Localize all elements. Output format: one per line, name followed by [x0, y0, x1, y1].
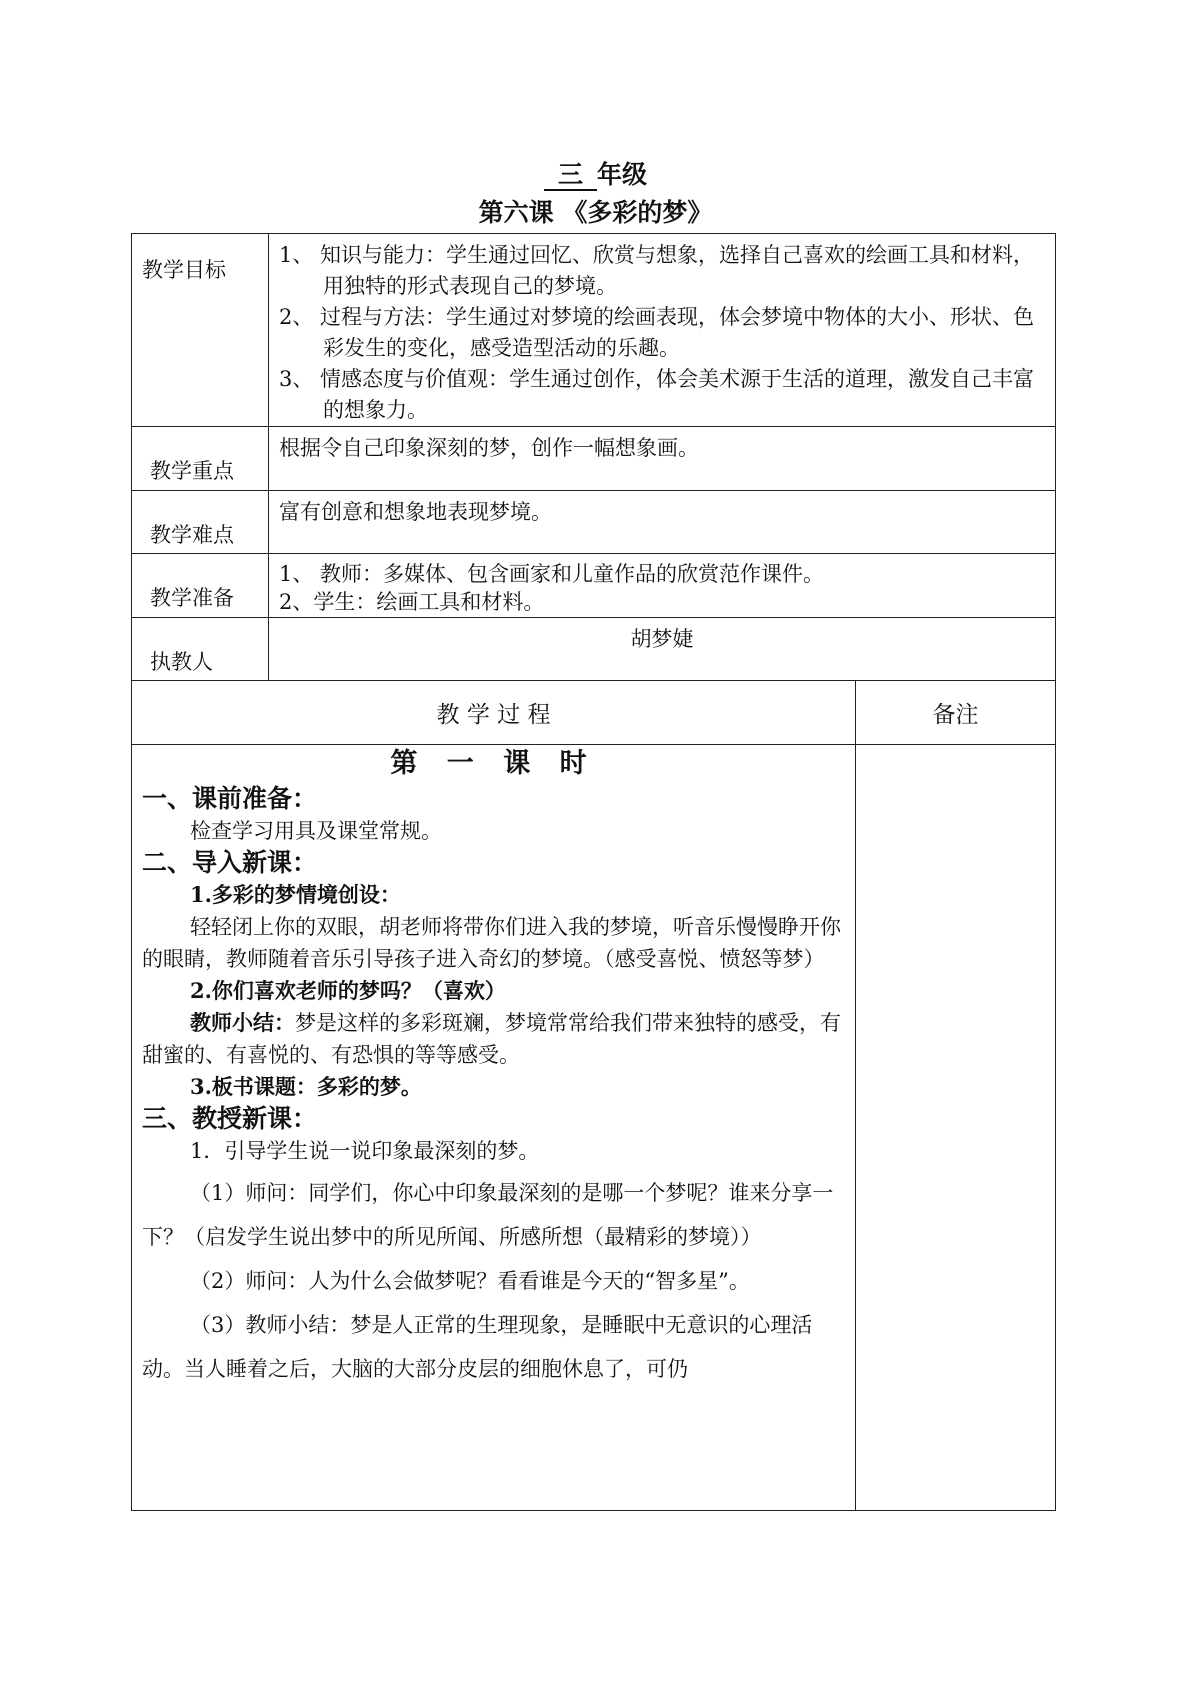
- goals-label: 教学目标: [142, 258, 226, 282]
- teacher-value: 胡梦婕: [269, 618, 1056, 681]
- new-question-2: （2）师问：人为什么会做梦呢？看看谁是今天的“智多星”。: [190, 1269, 750, 1293]
- key-value: 根据令自己印象深刻的梦，创作一幅想象画。: [269, 427, 1056, 491]
- teacher-label-cell: [132, 618, 269, 681]
- grade-number: 三: [544, 161, 597, 191]
- section-new-title: 三、教授新课：: [142, 1104, 318, 1133]
- intro-item-1-text: 轻轻闭上你的双眼，胡老师将带你们进入我的梦境，听音乐慢慢睁开你的眼睛，教师随着音乐引导孩子进入奇幻的梦境。（感受喜悦、愤怒等梦）: [142, 915, 841, 971]
- goals-cell: [269, 234, 1056, 427]
- goals-label-cell: [132, 234, 269, 427]
- lesson-title: 第六课 《多彩的梦》: [478, 198, 713, 227]
- intro-summary-label: 教师小结：: [190, 1010, 295, 1035]
- goal-item: 1、 知识与能力：学生通过回忆、欣赏与想象，选择自己喜欢的绘画工具和材料，用独特的形式表现自己的梦境。: [279, 243, 1035, 298]
- notes-content: [856, 745, 1056, 1511]
- key-label: 教学重点: [150, 459, 234, 483]
- section-intro-title: 二、导入新课：: [142, 848, 318, 877]
- notes-header: 备注: [856, 681, 1056, 745]
- prep-cell: [269, 554, 1056, 618]
- process-header: 教 学 过 程: [132, 681, 856, 745]
- prep-item: 1、 教师：多媒体、包含画家和儿童作品的欣赏范作课件。: [279, 562, 825, 586]
- section-prep-text: 检查学习用具及课堂常规。: [190, 819, 442, 843]
- difficulty-value: 富有创意和想象地表现梦境。: [269, 491, 1056, 554]
- prep-item: 2、学生：绘画工具和材料。: [279, 590, 545, 614]
- intro-item-3: 3.板书课题：多彩的梦。: [190, 1074, 422, 1099]
- prep-label: 教学准备: [150, 586, 234, 610]
- goals-row: [132, 234, 1056, 427]
- period-title: 第 一 课 时: [390, 748, 597, 779]
- key-label-cell: [132, 427, 269, 491]
- process-body-row: [132, 745, 1056, 1511]
- new-question-3: （3）教师小结：梦是人正常的生理现象，是睡眠中无意识的心理活动。当人睡着之后，大脑的大部分皮层的细胞休息了，可仍: [142, 1313, 813, 1381]
- goal-item: 3、 情感态度与价值观：学生通过创作，体会美术源于生活的道理，激发自己丰富的想象力。: [279, 367, 1035, 422]
- process-header-row: [132, 681, 1056, 745]
- section-prep-title: 一、课前准备：: [142, 784, 318, 813]
- prep-row: [132, 554, 1056, 618]
- intro-item-1: 1.多彩的梦情境创设：: [190, 882, 401, 907]
- new-item-1: 1．引导学生说一说印象最深刻的梦。: [190, 1139, 540, 1163]
- prep-label-cell: [132, 554, 269, 618]
- key-row: [132, 427, 1056, 491]
- process-content: [132, 745, 856, 1511]
- difficulty-label-cell: [132, 491, 269, 554]
- grade-heading: [0, 155, 1191, 191]
- teacher-row: [132, 618, 1056, 681]
- intro-summary: [142, 1007, 845, 1071]
- teacher-label: 执教人: [150, 650, 213, 674]
- intro-item-2: 2.你们喜欢老师的梦吗？（喜欢）: [190, 978, 506, 1003]
- intro-summary-text: 梦是这样的多彩斑斓，梦境常常给我们带来独特的感受，有甜蜜的、有喜悦的、有恐惧的等等感受。: [142, 1011, 841, 1067]
- difficulty-label: 教学难点: [150, 523, 234, 547]
- grade-suffix: 年级: [597, 160, 648, 189]
- goal-item: 2、 过程与方法：学生通过对梦境的绘画表现，体会梦境中物体的大小、形状、色彩发生的变化，感受造型活动的乐趣。: [279, 305, 1035, 360]
- difficulty-row: [132, 491, 1056, 554]
- teaching-process-table: [131, 680, 1056, 1511]
- lesson-info-table: [131, 233, 1056, 681]
- new-question-1: （1）师问：同学们，你心中印象最深刻的是哪一个梦呢？谁来分享一下？（启发学生说出梦中的所见所闻、所感所想（最精彩的梦境））: [142, 1181, 834, 1249]
